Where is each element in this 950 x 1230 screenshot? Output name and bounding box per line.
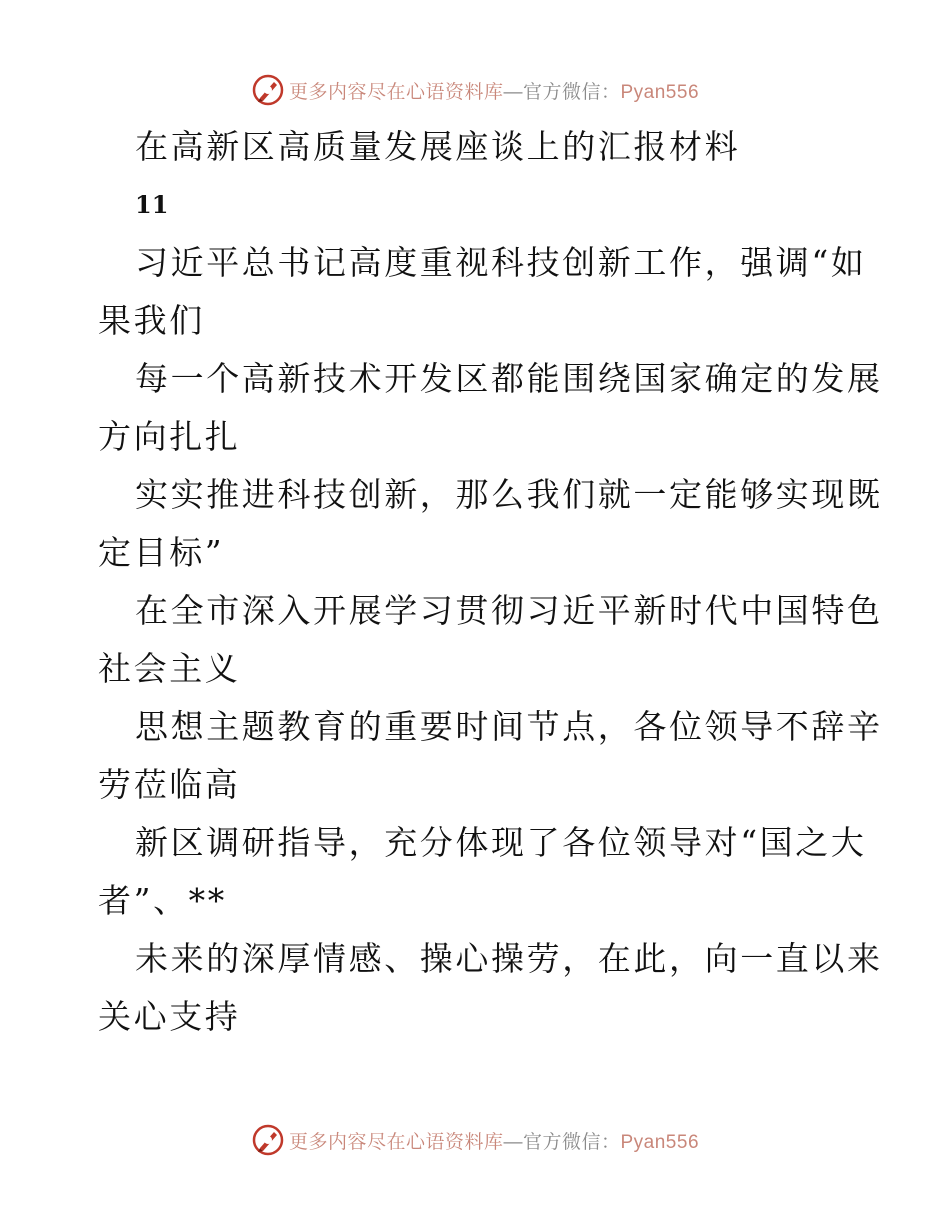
header-watermark bbox=[0, 70, 950, 110]
document-title: 在高新区高质量发展座谈上的汇报材料 bbox=[135, 127, 741, 166]
text-line: 劳莅临高 bbox=[98, 765, 241, 804]
watermark-main: 更多内容尽在心语资料库 bbox=[288, 80, 504, 103]
text-line: 思想主题教育的重要时间节点，各位领导不辞辛 bbox=[135, 707, 883, 746]
watermark-text bbox=[289, 77, 699, 104]
document-number: 11 bbox=[135, 190, 169, 219]
text-line: 者”、** bbox=[98, 881, 227, 920]
watermark-id: Pyan556 bbox=[620, 81, 700, 103]
text-line: 关心支持 bbox=[98, 997, 241, 1036]
watermark-dash: — bbox=[503, 1131, 523, 1153]
text-line: 实实推进科技创新，那么我们就一定能够实现既 bbox=[135, 475, 883, 514]
watermark-main: 更多内容尽在心语资料库 bbox=[288, 1130, 504, 1153]
watermark-text bbox=[289, 1127, 699, 1154]
footer-watermark bbox=[0, 1120, 950, 1160]
text-line: 方向扎扎 bbox=[98, 417, 241, 456]
text-line: 在全市深入开展学习贯彻习近平新时代中国特色 bbox=[135, 591, 883, 630]
text-line: 果我们 bbox=[98, 301, 205, 340]
document-body bbox=[98, 118, 883, 1046]
watermark-label: 官方微信： bbox=[522, 81, 621, 103]
text-line: 定目标” bbox=[98, 533, 225, 572]
text-line: 习近平总书记高度重视科技创新工作，强调“如 bbox=[135, 243, 867, 282]
text-line: 每一个高新技术开发区都能围绕国家确定的发展 bbox=[135, 359, 883, 398]
watermark-label: 官方微信： bbox=[522, 1131, 621, 1153]
pen-logo-icon bbox=[251, 73, 285, 107]
text-line: 社会主义 bbox=[98, 649, 241, 688]
text-line: 新区调研指导，充分体现了各位领导对“国之大 bbox=[135, 823, 867, 862]
watermark-id: Pyan556 bbox=[620, 1131, 700, 1153]
watermark-dash: — bbox=[503, 81, 523, 103]
text-line: 未来的深厚情感、操心操劳，在此，向一直以来 bbox=[135, 939, 883, 978]
pen-logo-icon bbox=[251, 1123, 285, 1157]
